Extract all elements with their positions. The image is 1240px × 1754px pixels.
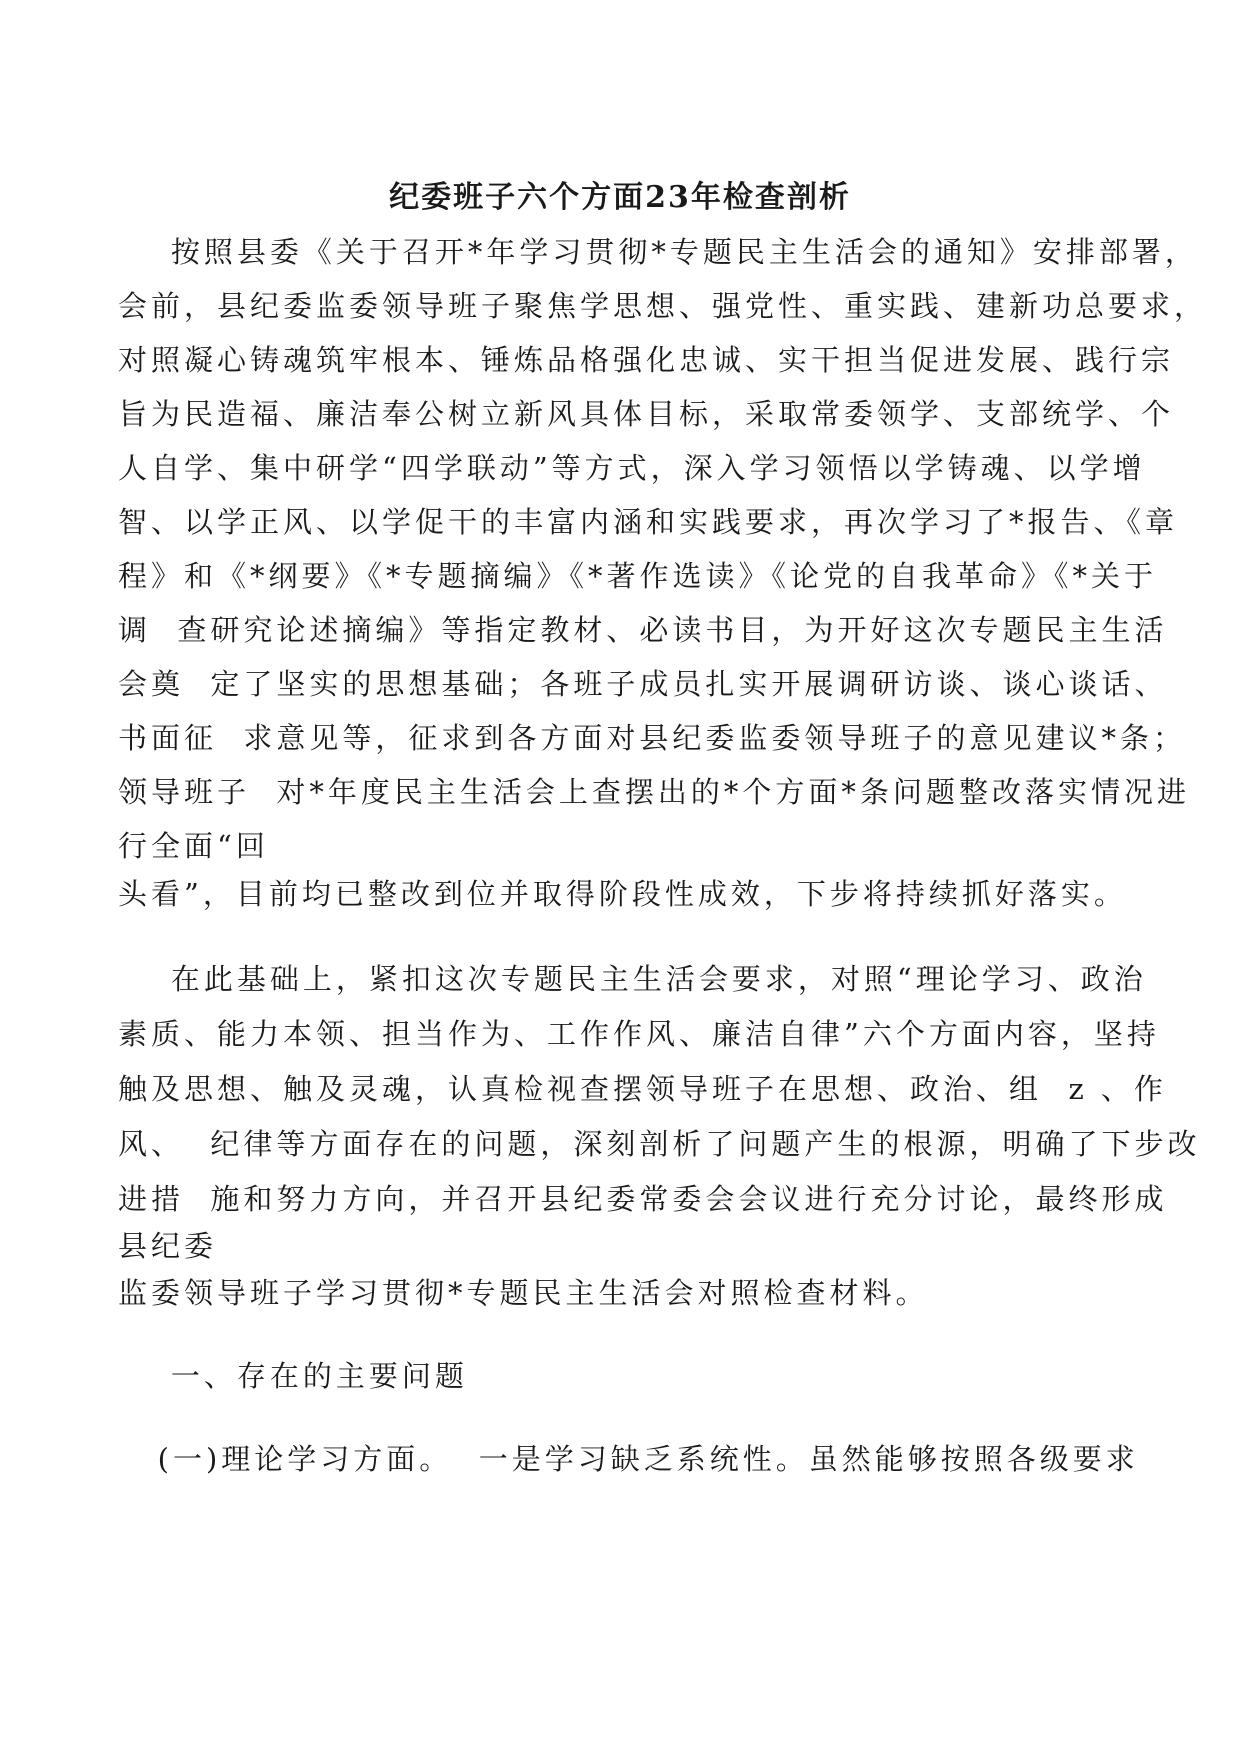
paragraph-line: 触及思想、触及灵魂，认真检视查摆领导班子在思想、政治、组 z 、作	[118, 1072, 1167, 1106]
paragraph-line: 程》和《*纲要》《*专题摘编》《*著作选读》《论党的自我革命》《*关于	[118, 559, 1158, 593]
paragraph-line: 按照县委《关于召开*年学习贯彻*专题民主生活会的通知》安排部署，	[118, 235, 1198, 269]
paragraph-line: 风、 纪律等方面存在的问题，深刻剖析了问题产生的根源，明确了下步改	[118, 1127, 1201, 1161]
paragraph-line: 对照凝心铸魂筑牢根本、锤炼品格强化忠诚、实干担当促进发展、践行宗	[118, 343, 1175, 377]
paragraph-line: 行全面“回	[118, 829, 269, 863]
paragraph-line: 人自学、集中研学“四学联动”等方式，深入学习领悟以学铸魂、以学增	[118, 451, 1146, 485]
paragraph-line: 素质、能力本领、担当作为、工作作风、廉洁自律”六个方面内容，坚持	[118, 1017, 1160, 1051]
section-heading: 一、存在的主要问题	[118, 1359, 468, 1393]
paragraph-line: 领导班子 对*年度民主生活会上查摆出的*个方面*条问题整改落实情况进	[118, 775, 1190, 809]
paragraph-line: 调 查研究论述摘编》等指定教材、必读书目，为开好这次专题民主生活	[118, 613, 1168, 647]
paragraph-line: 书面征 求意见等，征求到各方面对县纪委监委领导班子的意见建议*条；	[118, 721, 1186, 755]
paragraph-line: 监委领导班子学习贯彻*专题民主生活会对照检查材料。	[118, 1276, 929, 1310]
document-title: 纪委班子六个方面23年检查剖析	[389, 180, 851, 215]
paragraph-line: 头看”，目前均已整改到位并取得阶段性成效，下步将持续抓好落实。	[118, 877, 1127, 911]
paragraph-line: 智、以学正风、以学促干的丰富内涵和实践要求，再次学习了*报告、《章	[118, 505, 1179, 539]
paragraph-line: 旨为民造福、廉洁奉公树立新风具体目标，采取常委领学、支部统学、个	[118, 397, 1175, 431]
paragraph-line: 会前，县纪委监委领导班子聚焦学思想、强党性、重实践、建新功总要求，	[118, 289, 1208, 323]
paragraph-line: (一)理论学习方面。 一是学习缺乏系统性。虽然能够按照各级要求	[118, 1442, 1139, 1476]
paragraph-line: 进措 施和努力方向，并召开县纪委常委会会议进行充分讨论，最终形成	[118, 1182, 1168, 1216]
paragraph-line: 县纪委	[118, 1229, 218, 1263]
paragraph-line: 在此基础上，紧扣这次专题民主生活会要求，对照“理论学习、政治	[118, 962, 1147, 996]
paragraph-line: 会奠 定了坚实的思想基础；各班子成员扎实开展调研访谈、谈心谈话、	[118, 667, 1168, 701]
